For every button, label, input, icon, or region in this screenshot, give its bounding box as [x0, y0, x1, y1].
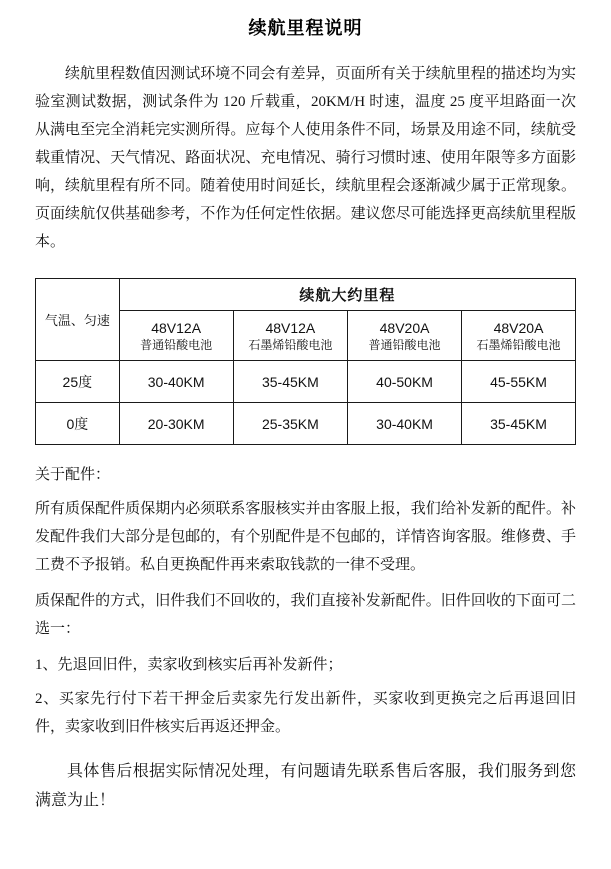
range-value: 30-40KM [348, 403, 462, 445]
column-header-model: 48V20A [379, 319, 430, 336]
range-table [35, 278, 576, 445]
column-header-model: 48V20A [493, 319, 544, 336]
column-header-battery-type: 普通铅酸电池 [140, 337, 213, 352]
column-header-battery-type: 普通铅酸电池 [368, 337, 441, 352]
closing-paragraph: 具体售后根据实际情况处理，有问题请先联系售后客服，我们服务到您满意为止！ [35, 763, 576, 809]
range-value: 45-55KM [462, 361, 576, 403]
column-header-48v12a-graphene [233, 311, 347, 361]
range-value: 35-45KM [233, 361, 347, 403]
table-corner-cell: 气温、匀速 [36, 279, 120, 361]
page-title: 续航里程说明 [248, 18, 363, 38]
table-row [36, 279, 576, 311]
range-value: 40-50KM [348, 361, 462, 403]
accessories-paragraph-2: 质保配件的方式，旧件我们不回收的，我们直接补发新配件。旧件回收的下面可二选一： [35, 593, 576, 637]
accessories-option-1: 1、先退回旧件，卖家收到核实后再补发新件； [35, 657, 343, 673]
accessories-heading: 关于配件： [35, 467, 111, 483]
column-header-model: 48V12A [265, 319, 316, 336]
column-header-battery-type: 石墨烯铅酸电池 [476, 337, 561, 352]
table-row-25deg [36, 361, 576, 403]
range-value: 25-35KM [233, 403, 347, 445]
column-header-battery-type: 石墨烯铅酸电池 [248, 337, 333, 352]
range-value: 30-40KM [119, 361, 233, 403]
row-label: 0度 [36, 403, 120, 445]
table-span-header: 续航大约里程 [119, 279, 575, 311]
intro-paragraph: 续航里程数值因测试环境不同会有差异，页面所有关于续航里程的描述均为实验室测试数据，测试条件为 120 斤载重，20KM/H 时速，温度 25 度平坦路面一次从满电至完全消耗完实测所得。应每个人使用条件不同，场景及用途不同，续航受载重情况、天气情况、路面状况、充电情况、骑行习惯时速、使用年限等多方面影响，续航里程有所不同。随着使用时间延长，续航里程会逐渐减少属于正常现象。页面续航仅供基础参考，不作为任何定性依据。建议您尽可能选择更高续航里程版本。 [35, 66, 576, 250]
accessories-option-2: 2、买家先行付下若干押金后卖家先行发出新件，买家收到更换完之后再退回旧件，卖家收到旧件核实后再返还押金。 [35, 691, 576, 735]
range-value: 20-30KM [119, 403, 233, 445]
column-header-48v12a-lead [119, 311, 233, 361]
accessories-paragraph-1: 所有质保配件质保期内必须联系客服核实并由客服上报，我们给补发新的配件。补发配件我们大部分是包邮的，有个别配件是不包邮的，详情咨询客服。维修费、手工费不予报销。私自更换配件再来索取钱款的一律不受理。 [35, 501, 576, 573]
range-value: 35-45KM [462, 403, 576, 445]
column-header-48v20a-graphene [462, 311, 576, 361]
row-label: 25度 [36, 361, 120, 403]
column-header-model: 48V12A [151, 319, 202, 336]
column-header-48v20a-lead [348, 311, 462, 361]
table-row-0deg [36, 403, 576, 445]
